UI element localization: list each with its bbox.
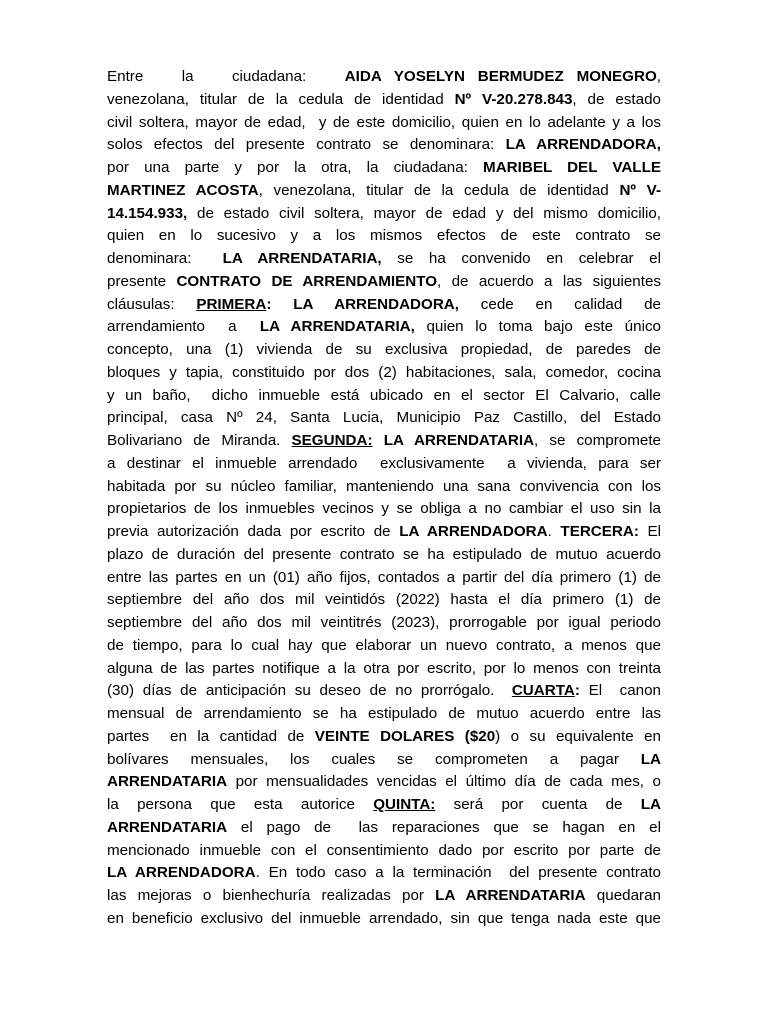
text-run: ) o su equivalente en (495, 727, 661, 745)
text-run: septiembre del año dos mil veintidós (2022) hasta el día primero (1) de (107, 591, 661, 609)
text-line (107, 362, 661, 385)
text-run: previa autorización dada por escrito de (107, 523, 400, 540)
text-run: partes en la cantidad de (107, 727, 315, 745)
text-line (107, 908, 661, 931)
bold-text-run: LA ARRENDATARIA, (259, 318, 415, 336)
text-run: El (638, 523, 661, 540)
text-line (107, 862, 661, 885)
text-run: en beneficio exclusivo del inmueble arrendado, sin que tenga nada este que (107, 909, 661, 927)
text-run: la persona que esta autorice (107, 796, 374, 813)
text-line (107, 407, 661, 430)
text-line (107, 157, 661, 180)
bold-text-run: TERCERA: (560, 523, 639, 540)
text-line (107, 89, 661, 112)
text-line (107, 658, 661, 681)
text-line (107, 476, 661, 499)
text-run: (30) días de anticipación su deseo de no prorrógalo. (107, 682, 512, 700)
text-run: mencionado inmueble con el consentimiento dado por escrito por parte de (107, 841, 661, 859)
text-run: principal, casa Nº 24, Santa Lucia, Municipio Paz Castillo, del Estado (107, 409, 661, 427)
text-line (107, 635, 661, 658)
text-run: quien lo toma bajo este único (414, 318, 661, 336)
text-line (107, 66, 661, 89)
text-run: habitada por su núcleo familiar, manteniendo una sana convivencia con los (107, 477, 661, 495)
text-run: civil soltera, mayor de edad, y de este domicilio, quien en lo adelante y a los (107, 113, 661, 131)
bold-text-run: LA ARRENDADORA, (505, 136, 661, 154)
text-line (107, 794, 661, 817)
text-run: alguna de las partes notifique a la otra por escrito, por lo menos con treinta (107, 659, 661, 677)
text-run: Entre la ciudadana: (107, 68, 345, 85)
text-run: solos efectos del presente contrato se denominara: (107, 136, 506, 154)
text-run: mensual de arrendamiento se ha estipulado de mutuo acuerdo entre las (107, 705, 661, 722)
text-line (107, 339, 661, 362)
text-line (107, 589, 661, 612)
text-run: quedaran (585, 887, 661, 904)
text-line (107, 385, 661, 408)
text-line (107, 726, 661, 749)
bold-text-run: AIDA YOSELYN BERMUDEZ MONEGRO (344, 68, 657, 85)
text-run: , de acuerdo a las siguientes (437, 272, 661, 290)
text-line (107, 612, 661, 635)
text-run: concepto, una (1) vivienda de su exclusiva propiedad, de paredes de (107, 341, 661, 358)
contract-text (107, 66, 661, 931)
text-line (107, 316, 661, 339)
text-run: . En todo caso a la terminación del presente contrato (255, 864, 661, 882)
bold-text-run: LA ARRENDATARIA (435, 887, 586, 904)
bold-text-run: LA (640, 796, 662, 813)
bold-text-run: : LA ARRENDADORA, (266, 295, 459, 313)
text-line (107, 544, 661, 567)
text-run: será por cuenta de (435, 796, 641, 813)
bold-text-run: 14.154.933, (107, 204, 188, 222)
text-line (107, 749, 661, 772)
text-line (107, 521, 661, 544)
text-line (107, 453, 661, 476)
text-line (107, 134, 661, 157)
bold-text-run: LA ARRENDADORA (107, 864, 256, 882)
text-run: por mensualidades vencidas el último día de cada mes, o (227, 773, 661, 791)
text-line (107, 430, 661, 453)
text-line (107, 703, 661, 726)
bold-text-run: QUINTA: (373, 796, 436, 813)
text-line (107, 840, 661, 863)
bold-text-run: Nº V- (619, 181, 661, 199)
text-run: cede en calidad de (459, 295, 661, 313)
bold-text-run: ARRENDATARIA (107, 773, 228, 791)
bold-text-run: : (574, 682, 580, 700)
text-run: entre las partes en un (01) año fijos, contados a partir del día primero (1) de (107, 568, 661, 586)
text-run: El canon (579, 682, 661, 700)
bold-text-run: CONTRATO DE ARRENDAMIENTO (176, 272, 438, 290)
bold-text-run: CUARTA (511, 682, 575, 700)
text-line (107, 567, 661, 590)
bold-text-run: MARIBEL DEL VALLE (483, 159, 661, 176)
text-run: propietarios de los inmuebles vecinos y se obliga a no cambiar el uso sin la (107, 500, 661, 518)
text-run: , se compromete (534, 432, 661, 449)
bold-text-run: Nº V-20.278.843 (454, 90, 573, 108)
text-run: por una parte y por la otra, la ciudadana: (107, 159, 484, 176)
bold-text-run: VEINTE DOLARES ($20 (314, 727, 496, 745)
text-run: . (547, 523, 561, 540)
text-run: , (656, 68, 661, 85)
text-run: bloques y tapia, constituido por dos (2) habitaciones, sala, comedor, cocina (107, 363, 661, 381)
text-run: a destinar el inmueble arrendado exclusivamente a vivienda, para ser (107, 454, 661, 472)
text-run: septiembre del año dos mil veintitrés (2023), prorrogable por igual periodo (107, 614, 661, 631)
text-line (107, 680, 661, 703)
text-run: denominara: (107, 250, 223, 267)
text-run: , venezolana, titular de la cedula de identidad (258, 181, 620, 199)
bold-text-run: MARTINEZ ACOSTA (107, 181, 259, 199)
text-line (107, 885, 661, 908)
text-line (107, 180, 661, 203)
text-run: presente (107, 272, 177, 290)
bold-text-run: PRIMERA (196, 295, 267, 313)
text-line (107, 771, 661, 794)
text-line (107, 225, 661, 248)
text-run: las mejoras o bienhechuría realizadas por (107, 887, 436, 904)
text-run: venezolana, titular de la cedula de identidad (107, 90, 455, 108)
bold-text-run: ARRENDATARIA (107, 818, 228, 836)
text-run: de estado civil soltera, mayor de edad y del mismo domicilio, (187, 204, 661, 222)
text-line (107, 498, 661, 521)
text-line (107, 271, 661, 294)
bold-text-run: LA ARRENDATARIA, (222, 250, 382, 267)
text-line (107, 203, 661, 226)
text-run: Bolivariano de Miranda. (107, 432, 292, 449)
text-run: el pago de las reparaciones que se hagan en el (227, 818, 661, 836)
text-run: cláusulas: (107, 295, 197, 313)
text-run: y un baño, dicho inmueble está ubicado en el sector El Calvario, calle (107, 386, 661, 404)
bold-text-run: LA ARRENDATARIA (372, 432, 535, 449)
bold-text-run: SEGUNDA: (291, 432, 373, 449)
text-line (107, 294, 661, 317)
text-line (107, 112, 661, 135)
text-run: bolívares mensuales, los cuales se comprometen a pagar (107, 750, 641, 768)
text-run: quien en lo sucesivo y a los mismos efectos de este contrato se (107, 227, 661, 245)
text-run: de tiempo, para lo cual hay que elaborar un nuevo contrato, a menos que (107, 636, 661, 654)
bold-text-run: LA ARRENDADORA (399, 523, 548, 540)
text-line (107, 248, 661, 271)
text-run: arrendamiento a (107, 318, 260, 336)
text-run: , de estado (572, 90, 661, 108)
bold-text-run: LA (640, 750, 661, 768)
text-run: se ha convenido en celebrar el (381, 250, 661, 267)
text-line (107, 817, 661, 840)
text-run: plazo de duración del presente contrato se ha estipulado de mutuo acuerdo (107, 545, 661, 563)
